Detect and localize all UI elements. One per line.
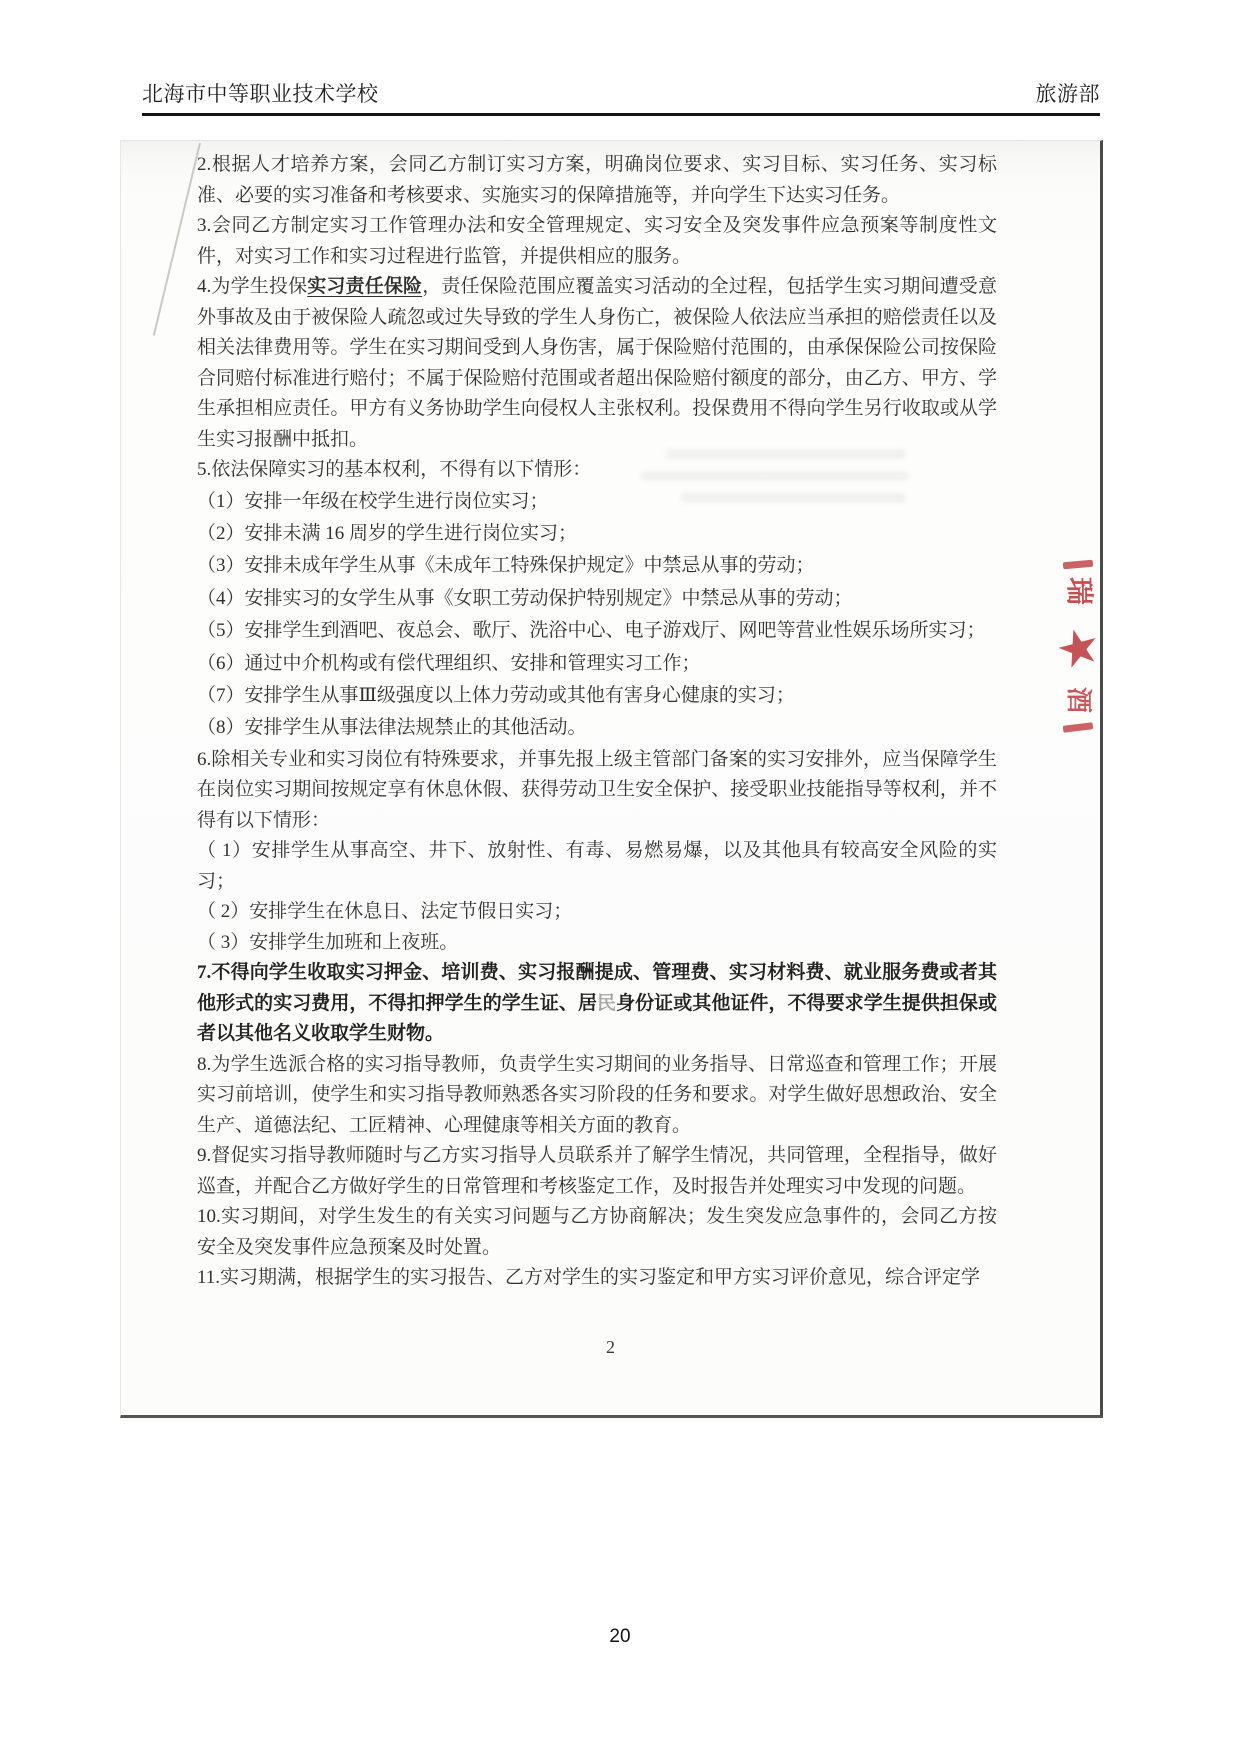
contract-paragraph [197,518,997,550]
paragraph-text: （2）安排未满 16 周岁的学生进行岗位实习； [197,522,578,544]
contract-paragraph [197,648,997,680]
paragraph-text: （ 2）安排学生在休息日、法定节假日实习； [197,901,573,923]
paragraph-text: 3.会同乙方制定实习工作管理办法和安全管理规定、实习安全及突发事件应急预案等制度性文件，对实习工作和实习过程进行监管，并提供相应的服务。 [197,215,997,267]
contract-paragraph [197,1202,997,1263]
seal-character-bottom: 酒 [1063,686,1093,714]
contract-paragraph [197,486,997,518]
contract-paragraph [197,958,997,1050]
paragraph-text: （1）安排一年级在校学生进行岗位实习； [197,490,549,512]
paragraph-text: 10.实习期间，对学生发生的有关实习问题与乙方协商解决；发生突发应急事件的，会同乙方按安全及突发事件应急预案及时处置。 [197,1206,997,1258]
contract-paragraph [197,615,997,647]
contract-paragraph [197,680,997,712]
contract-paragraph [197,836,997,897]
header-rule [142,113,1100,116]
contract-paragraph [197,712,997,744]
seal-character-top: 瑞 [1062,576,1094,606]
paper-edge-artifact [153,143,201,336]
paragraph-text: ，责任保险范围应覆盖实习活动的全过程，包括学生实习期间遭受意外事故及由于被保险人疏忽或过失导致的学生人身伤亡，被保险人依法应当承担的赔偿责任以及相关法律费用等。学生在实习期间受到人身伤害，属于保险赔付范围的，由承保保险公司按保险合同赔付标准进行赔付；不属于保险赔付范围或者超出保险赔付额度的部分，由乙方、甲方、学生承担相应责任。甲方有义务协助学生向侵权人主张权利。投保费用不得向学生另行收取或从学生实习报酬中抵扣。 [197,276,997,450]
contract-paragraph [197,272,997,455]
contract-paragraph [197,1263,997,1294]
paragraph-text: 4.为学生投保 [197,276,308,297]
paragraph-text: 7.不得向学生收取实习押金、培训费、实习报酬提成、管理费、实习材料费、就业服务费或者其他形式的实习费用，不得扣押学生的学生证、居 [197,962,997,1014]
header-department-name: 旅游部 [1035,82,1100,106]
paragraph-text: 11.实习期满，根据学生的实习报告、乙方对学生的实习鉴定和甲方实习评价意见，综合评定学 [197,1267,981,1289]
header-school-name: 北海市中等职业技术学校 [142,82,379,106]
paragraph-text: 2.根据人才培养方案，会同乙方制订实习方案，明确岗位要求、实习目标、实习任务、实习标准、必要的实习准备和考核要求、实施实习的保障措施等，并向学生下达实习任务。 [197,154,997,206]
contract-paragraph [197,211,997,272]
highlighted-term: 实习责任保险 [307,276,423,297]
paragraph-text: （7）安排学生从事Ⅲ级强度以上体力劳动或其他有害身心健康的实习； [197,684,795,706]
contract-paragraph [197,550,997,582]
scanned-contract-page [120,140,1107,1418]
scan-page-number: 2 [606,1337,615,1357]
paragraph-text: 5.依法保障实习的基本权利，不得有以下情形： [197,459,592,480]
paragraph-text: （8）安排学生从事法律法规禁止的其他活动。 [197,717,587,739]
contract-paragraph [197,1050,997,1142]
paragraph-text: 9.督促实习指导教师随时与乙方实习指导人员联系并了解学生情况，共同管理，全程指导，做好巡查，并配合乙方做好学生的日常管理和考核鉴定工作，及时报告并处理实习中发现的问题。 [197,1145,997,1197]
red-seal [1049,561,1107,731]
contract-paragraph [197,455,997,486]
contract-paragraph [197,583,997,615]
contract-paragraph [197,1141,997,1202]
seal-top-bar [1063,560,1093,570]
paragraph-text: （4）安排实习的女学生从事《女职工劳动保护特别规定》中禁忌从事的劳动； [197,587,853,609]
paragraph-text: （5）安排学生到酒吧、夜总会、歌厅、洗浴中心、电子游戏厅、网吧等营业性娱乐场所实习； [197,620,986,642]
paragraph-text: 民 [597,992,617,1014]
seal-star-icon: ★ [1049,615,1107,681]
contract-paragraph [197,150,997,211]
paragraph-text: （3）安排未成年学生从事《未成年工特殊保护规定》中禁忌从事的劳动； [197,555,815,577]
paragraph-text: 身份证或其他证件，不得要求学生提供担保或者以其他名义收取学生财物。 [197,992,997,1045]
contract-paragraphs [197,150,997,1294]
paragraph-text: 8.为学生选派合格的实习指导教师，负责学生实习期间的业务指导、日常巡查和管理工作；开展实习前培训，使学生和实习指导教师熟悉各实习阶段的任务和要求。对学生做好思想政治、安全生产、道德法纪、工匠精神、心理健康等相关方面的教育。 [197,1053,997,1136]
contract-paragraph [197,928,997,959]
seal-bottom-bar [1063,722,1094,733]
paragraph-text: （ 1）安排学生从事高空、井下、放射性、有毒、易燃易爆，以及其他具有较高安全风险的实习； [197,840,997,892]
paragraph-text: （6）通过中介机构或有偿代理组织、安排和管理实习工作； [197,652,701,674]
paragraph-text: （ 3）安排学生加班和上夜班。 [197,931,459,953]
contract-paragraph [197,897,997,928]
contract-paragraph [197,745,997,837]
page-header [142,78,1100,108]
document-page-number: 20 [609,1626,631,1647]
paragraph-text: 6.除相关专业和实习岗位有特殊要求，并事先报上级主管部门备案的实习安排外，应当保障学生在岗位实习期间按规定享有休息休假、获得劳动卫生安全保护、接受职业技能指导等权利，并不得有以下情形： [197,748,997,831]
